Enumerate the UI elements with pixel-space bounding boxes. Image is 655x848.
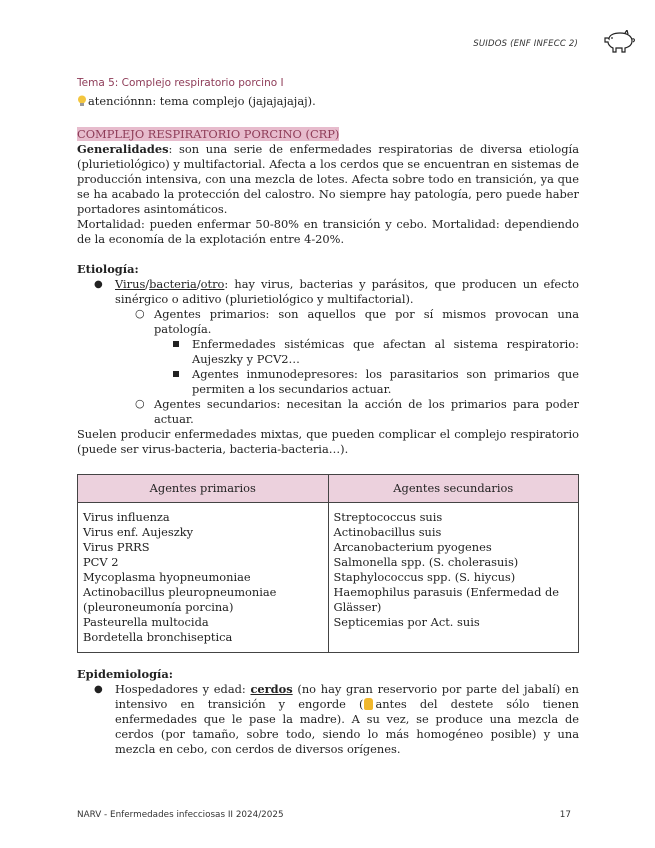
mixtas-paragraph: Suelen producir enfermedades mixtas, que pueden complicar el complejo respiratorio (puede ser virus-bacteria, bacteria-bacteria…). (77, 427, 579, 456)
list-item: ● Hospedadores y edad: cerdos (no hay gran reservorio por parte del jabalí) en intensivo en transición y engorde ( antes del destete sólo tienen enfermedades que le pase la madre). A su vez, se produce una mezcla de cerdos (por tamaño, sobre todo, siendo lo más homogéneo posible) y una mezcla en cebo, con cerdos de diversos orígenes. (94, 682, 579, 756)
list-item: ○ Agentes primarios: son aquellos que por sí mismos provocan una patología. Enfermedades sistémicas que afectan al sistema respiratorio: Aujeszky y PCV2… Agentes inmunodepresores: los parasitarios son primarios que permiten a los secundarios actuar. (135, 307, 579, 396)
list-item: ○ Agentes secundarios: necesitan la acción de los primarios para poder actuar. (135, 397, 579, 426)
section-title: COMPLEJO RESPIRATORIO PORCINO (CRP) (77, 127, 340, 141)
attention-text: atenciónnn: tema complejo (jajajajajaj). (88, 94, 316, 108)
pointing-hand-icon (364, 698, 373, 710)
page-number: 17 (559, 810, 571, 820)
table-line: Bordetella bronchiseptica (83, 630, 233, 644)
attention-note (77, 94, 579, 109)
generalidades-paragraph: Generalidades: son una serie de enfermedades respiratorias de diversa etiología (plurietiológico) y multifactorial. Afecta a los cerdos que se encuentran en sistemas de producción intensiva, con una mezcla de lotes. Afecta sobre todo en transición, ya que se ha acabado la protección del calostro. No siempre hay patología, pero puede haber portadores asintomáticos. (77, 142, 579, 216)
table-header-primarios: Agentes primarios (78, 475, 329, 503)
table-line: Streptococcus suis (333, 510, 443, 524)
page-footer (77, 808, 579, 823)
etiologia-title: Etiología: (77, 262, 139, 276)
list-item: Enfermedades sistémicas que afectan al sistema respiratorio: Aujeszky y PCV2… (154, 337, 579, 367)
table-line: Staphylococcus spp. (S. hiycus) (333, 570, 516, 584)
table-line: Salmonella spp. (S. cholerasuis) (333, 555, 519, 569)
table-line: Pasteurella multocida (83, 615, 209, 629)
agents-table (77, 474, 579, 653)
table-line: Mycoplasma hyopneumoniae (83, 570, 251, 584)
list-item: Agentes inmunodepresores: los parasitarios son primarios que permiten a los secundarios actuar. (154, 367, 579, 397)
table-line: Actinobacillus suis (333, 525, 442, 539)
footer-text: NARV - Enfermedades infecciosas II 2024/2025 (77, 810, 284, 820)
pig-icon (603, 30, 637, 54)
table-line: Actinobacillus pleuropneumoniae (pleuroneumonía porcina) (83, 585, 277, 614)
secundarios-cell (328, 503, 579, 653)
header-title: SUIDOS (ENF INFECC 2) (473, 39, 578, 49)
table-line: Virus PRRS (83, 540, 150, 554)
topic-heading: Tema 5: Complejo respiratorio porcino I (77, 77, 284, 89)
lightbulb-icon (77, 95, 87, 107)
epidemiologia-title: Epidemiología: (77, 667, 173, 681)
table-line: PCV 2 (83, 555, 119, 569)
table-line: Haemophilus parasuis (Enfermedad de Glässer) (333, 585, 560, 614)
epidemiologia-list (77, 682, 579, 757)
table-header-secundarios: Agentes secundarios (328, 475, 579, 503)
page-content (77, 76, 579, 757)
table-line: Arcanobacterium pyogenes (333, 540, 492, 554)
etiologia-list (77, 277, 579, 427)
table-line: Virus enf. Aujeszky (83, 525, 194, 539)
primarios-cell (78, 503, 329, 653)
table-line: Virus influenza (83, 510, 170, 524)
list-item: ● Virus/bacteria/otro: hay virus, bacterias y parásitos, que producen un efecto sinérgico o aditivo (plurietiológico y multifactorial). ○ Agentes primarios: son aquellos que por sí mismos provocan una patología. Enfermedades sistémicas que afectan al sistema respiratorio: Aujeszky y PCV2… Agentes inmunodepresores: los parasitarios son primarios que permiten a los secundarios actuar. ○ Agentes secundarios: necesitan la acción de los primarios para poder actuar. (94, 277, 579, 426)
mortality-paragraph: Mortalidad: pueden enfermar 50-80% en transición y cebo. Mortalidad: dependiendo de la economía de la explotación entre 4-20%. (77, 217, 579, 246)
table-line: Septicemias por Act. suis (333, 615, 480, 629)
